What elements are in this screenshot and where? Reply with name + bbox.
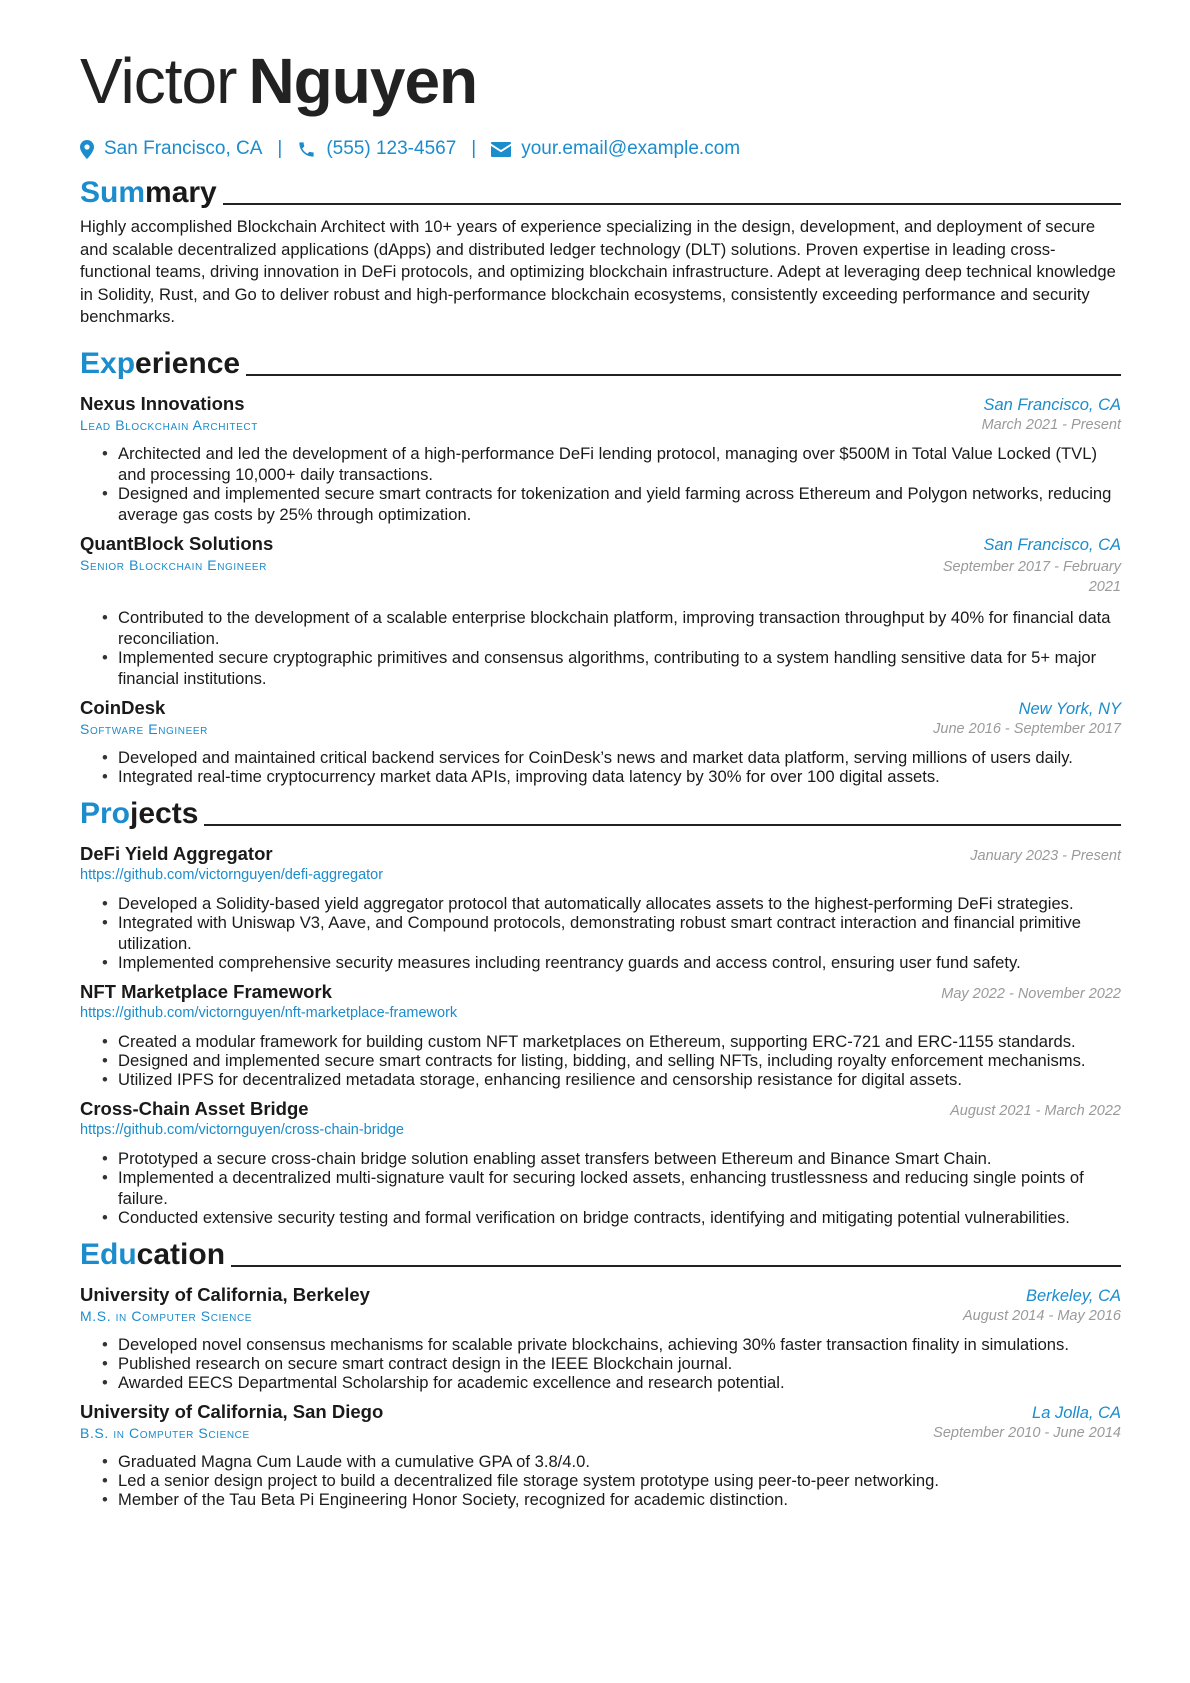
project-entry bbox=[80, 1098, 1121, 1228]
school-location: Berkeley, CA bbox=[1025, 1286, 1121, 1305]
section-heading bbox=[80, 791, 1121, 833]
candidate-name bbox=[80, 38, 1121, 124]
education-entry bbox=[80, 1401, 1121, 1510]
bullet-item: • Prototyped a secure cross-chain bridge solution enabling asset transfers between Ethereum and Binance Smart Chain. bbox=[118, 1148, 1121, 1169]
job-title: Lead Blockchain Architect bbox=[80, 416, 258, 433]
bullet-list bbox=[80, 893, 1121, 973]
map-pin-icon bbox=[80, 140, 94, 159]
bullet-item: • Graduated Magna Cum Laude with a cumulative GPA of 3.8/4.0. bbox=[118, 1451, 1121, 1472]
experience-entry bbox=[80, 533, 1121, 689]
bullet-item: • Utilized IPFS for decentralized metadata storage, enhancing resilience and censorship resistance for digital assets. bbox=[118, 1069, 1121, 1090]
job-dates: September 2017 - February 2021 bbox=[942, 558, 1121, 595]
envelope-icon bbox=[491, 142, 511, 157]
bullet-item: • Conducted extensive security testing and formal verification on bridge contracts, identifying and mitigating potential vulnerabilities. bbox=[118, 1207, 1121, 1228]
job-location: San Francisco, CA bbox=[983, 535, 1121, 554]
job-location: New York, NY bbox=[1018, 699, 1121, 718]
experience-entry bbox=[80, 697, 1121, 787]
education-section bbox=[80, 1232, 1121, 1510]
project-link[interactable]: https://github.com/victornguyen/defi-aggregator bbox=[80, 866, 384, 883]
school-name: University of California, Berkeley bbox=[80, 1283, 370, 1305]
bullet-item: • Published research on secure smart contract design in the IEEE Blockchain journal. bbox=[118, 1353, 1121, 1374]
bullet-item: • Developed and maintained critical backend services for CoinDesk’s news and market data platform, serving millions of users daily. bbox=[118, 747, 1121, 768]
bullet-item: • Awarded EECS Departmental Scholarship for academic excellence and research potential. bbox=[118, 1372, 1121, 1393]
summary-text: Highly accomplished Blockchain Architect with 10+ years of experience specializing in the design, development, and deployment of secure and scalable decentralized applications (dApps) and distributed ledger technology (DLT) solutions. Proven expertise in leading cross-functional teams, driving innovation in DeFi protocols, and optimizing blockchain infrastructure. Adept at leveraging deep technical knowledge in Solidity, Rust, and Go to deliver robust and high-performance blockchain ecosystems, consistently exceeding performance and security benchmarks. bbox=[80, 217, 1116, 327]
bullet-list bbox=[80, 1451, 1121, 1510]
bullet-list bbox=[80, 1031, 1121, 1090]
contact-separator: | bbox=[471, 138, 477, 159]
company-name: CoinDesk bbox=[80, 696, 166, 718]
bullet-item: • Led a senior design project to build a decentralized file storage system prototype using peer-to-peer networking. bbox=[118, 1470, 1121, 1491]
contact-separator: | bbox=[277, 138, 283, 159]
bullet-item: • Implemented secure cryptographic primitives and consensus algorithms, contributing to a system handling sensitive data for 5+ major financial institutions. bbox=[118, 647, 1121, 689]
project-name: Cross-Chain Asset Bridge bbox=[80, 1097, 309, 1119]
section-title: Education bbox=[80, 1237, 226, 1271]
section-heading bbox=[80, 341, 1121, 383]
education-dates: August 2014 - May 2016 bbox=[963, 1307, 1121, 1324]
projects-section bbox=[80, 791, 1121, 1228]
section-heading bbox=[80, 1232, 1121, 1274]
job-title: Senior Blockchain Engineer bbox=[80, 556, 267, 573]
section-title: Projects bbox=[80, 796, 199, 830]
project-entry bbox=[80, 981, 1121, 1090]
bullet-list bbox=[80, 747, 1121, 787]
contact-phone[interactable] bbox=[297, 138, 456, 160]
company-name: Nexus Innovations bbox=[80, 392, 245, 414]
bullet-item: • Developed a Solidity-based yield aggregator protocol that automatically allocates assets to the highest-performing DeFi strategies. bbox=[118, 893, 1121, 914]
section-heading bbox=[80, 170, 1121, 212]
last-name: Nguyen bbox=[248, 45, 478, 117]
job-title: Software Engineer bbox=[80, 720, 208, 737]
phone-text: (555) 123-4567 bbox=[326, 138, 457, 159]
section-rule bbox=[223, 203, 1121, 205]
contact-location bbox=[80, 138, 262, 160]
bullet-list bbox=[80, 443, 1121, 525]
education-entry bbox=[80, 1284, 1121, 1393]
project-link[interactable]: https://github.com/victornguyen/nft-marketplace-framework bbox=[80, 1004, 458, 1021]
bullet-item: • Contributed to the development of a scalable enterprise blockchain platform, improving transaction throughput by 40% for financial data reconciliation. bbox=[118, 607, 1121, 649]
company-name: QuantBlock Solutions bbox=[80, 532, 274, 554]
section-rule bbox=[204, 824, 1121, 826]
bullet-item: • Member of the Tau Beta Pi Engineering Honor Society, recognized for academic distinction. bbox=[118, 1489, 1121, 1510]
school-name: University of California, San Diego bbox=[80, 1400, 384, 1422]
project-link[interactable]: https://github.com/victornguyen/cross-chain-bridge bbox=[80, 1121, 404, 1138]
bullet-item: • Implemented a decentralized multi-signature vault for securing locked assets, enhancing trustlessness and reducing single points of failure. bbox=[118, 1167, 1121, 1209]
project-name: NFT Marketplace Framework bbox=[80, 980, 332, 1002]
contact-line bbox=[80, 134, 1121, 164]
section-title: Summary bbox=[80, 176, 217, 209]
job-dates: June 2016 - September 2017 bbox=[933, 720, 1121, 737]
project-dates: May 2022 - November 2022 bbox=[941, 985, 1121, 1002]
section-rule bbox=[231, 1265, 1121, 1267]
summary-section bbox=[80, 170, 1121, 329]
project-dates: January 2023 - Present bbox=[970, 847, 1121, 864]
bullet-item: • Designed and implemented secure smart contracts for tokenization and yield farming across Ethereum and Polygon networks, reducing average gas costs by 25% through optimization. bbox=[118, 483, 1121, 525]
bullet-item: • Integrated with Uniswap V3, Aave, and Compound protocols, demonstrating robust smart contract interaction and financial primitive utilization. bbox=[118, 912, 1121, 954]
resume-page bbox=[80, 38, 1121, 1508]
bullet-item: • Integrated real-time cryptocurrency market data APIs, improving data latency by 30% for over 100 digital assets. bbox=[118, 766, 1121, 787]
location-text: San Francisco, CA bbox=[104, 138, 263, 159]
school-location: La Jolla, CA bbox=[1032, 1403, 1121, 1422]
degree: M.S. in Computer Science bbox=[80, 1307, 253, 1324]
bullet-item: • Implemented comprehensive security measures including reentrancy guards and access control, ensuring user fund safety. bbox=[118, 952, 1121, 973]
bullet-item: • Architected and led the development of a high-performance DeFi lending protocol, managing over $500M in Total Value Locked (TVL) and processing 10,000+ daily transactions. bbox=[118, 443, 1121, 485]
project-name: DeFi Yield Aggregator bbox=[80, 842, 273, 864]
bullet-item: • Created a modular framework for building custom NFT marketplaces on Ethereum, supporting ERC-721 and ERC-1155 standards. bbox=[118, 1031, 1121, 1052]
experience-section bbox=[80, 341, 1121, 787]
bullet-item: • Developed novel consensus mechanisms for scalable private blockchains, achieving 30% faster transaction finality in simulations. bbox=[118, 1334, 1121, 1355]
bullet-list bbox=[80, 607, 1121, 689]
bullet-item: • Designed and implemented secure smart contracts for listing, bidding, and selling NFTs, including royalty enforcement mechanisms. bbox=[118, 1050, 1121, 1071]
email-link[interactable]: your.email@example.com bbox=[521, 138, 741, 159]
first-name: Victor bbox=[80, 45, 237, 117]
contact-email[interactable] bbox=[491, 138, 740, 160]
project-dates: August 2021 - March 2022 bbox=[950, 1102, 1121, 1119]
section-title: Experience bbox=[80, 346, 241, 380]
degree: B.S. in Computer Science bbox=[80, 1424, 250, 1441]
experience-entry bbox=[80, 393, 1121, 525]
education-dates: September 2010 - June 2014 bbox=[933, 1424, 1121, 1441]
job-dates: March 2021 - Present bbox=[981, 416, 1121, 433]
section-rule bbox=[246, 374, 1121, 376]
project-entry bbox=[80, 843, 1121, 973]
bullet-list bbox=[80, 1334, 1121, 1393]
phone-icon bbox=[297, 140, 316, 159]
bullet-list bbox=[80, 1148, 1121, 1228]
job-location: San Francisco, CA bbox=[983, 395, 1121, 414]
